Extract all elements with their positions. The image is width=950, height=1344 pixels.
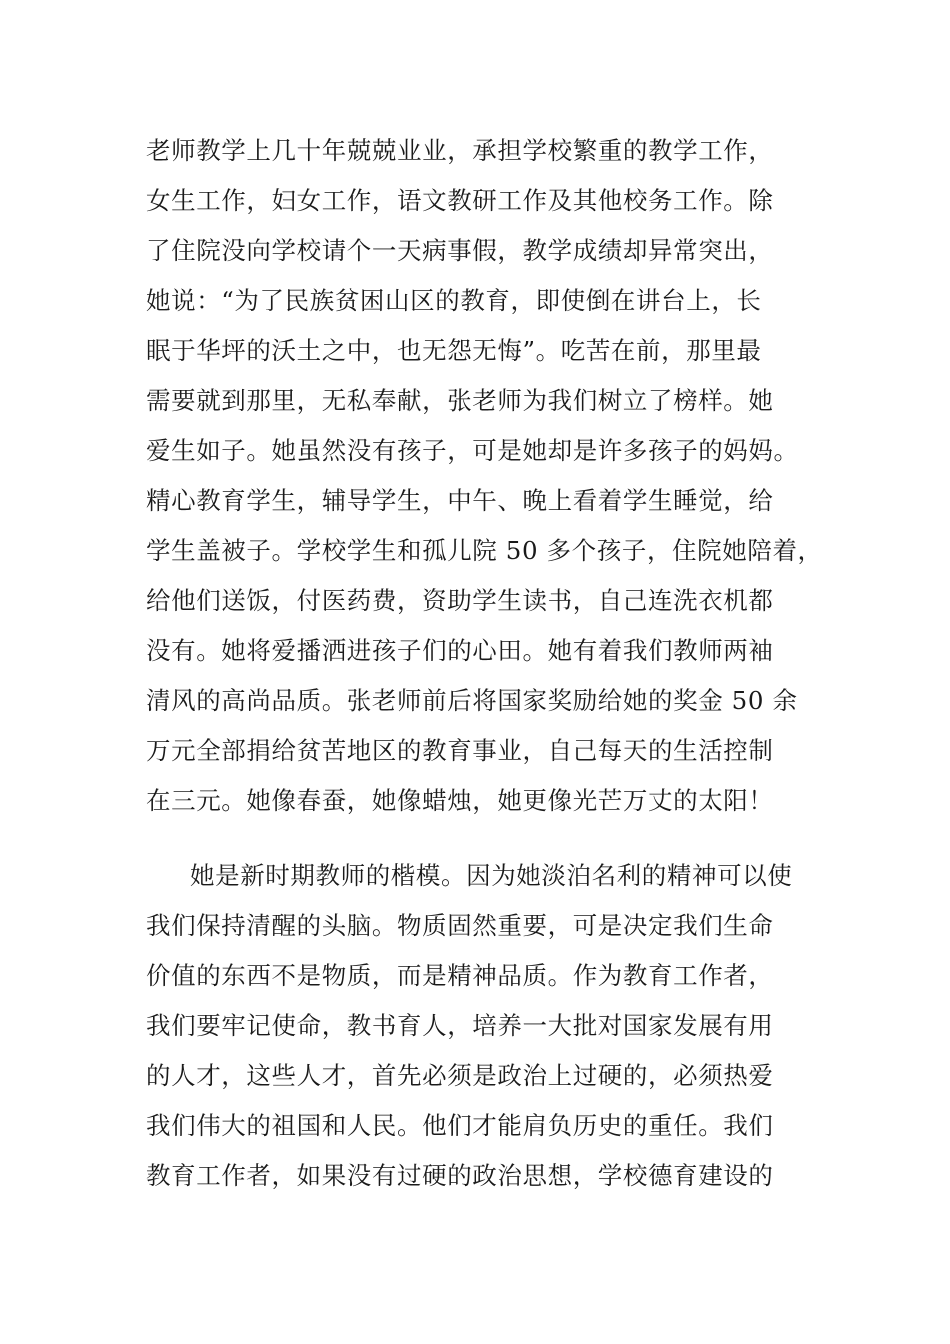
paragraph-line: 没有。她将爱播洒进孩子们的心田。她有着我们教师两袖 (146, 636, 774, 665)
paragraph-line: 的人才，这些人才，首先必须是政治上过硬的，必须热爱 (146, 1061, 774, 1090)
paragraph-line: 老师教学上几十年兢兢业业，承担学校繁重的教学工作， (146, 136, 774, 165)
paragraph-line: 在三元。她像春蚕，她像蜡烛，她更像光芒万丈的太阳！ (146, 786, 774, 815)
paragraph-line: 我们伟大的祖国和人民。他们才能肩负历史的重任。我们 (146, 1111, 774, 1140)
paragraph-line: 我们要牢记使命，教书育人，培养一大批对国家发展有用 (146, 1011, 774, 1040)
paragraph-line: 精心教育学生，辅导学生，中午、晚上看着学生睡觉，给 (146, 486, 774, 515)
paragraph-line: 我们保持清醒的头脑。物质固然重要，可是决定我们生命 (146, 911, 774, 940)
paragraph-line: 她说：“为了民族贫困山区的教育，即使倒在讲台上，长 (146, 286, 762, 315)
paragraph-line: 学生盖被子。学校学生和孤儿院 50 多个孩子，住院她陪着， (146, 536, 823, 565)
paragraph-line: 给他们送饭，付医药费，资助学生读书，自己连洗衣机都 (146, 586, 774, 615)
paragraph-line: 清风的高尚品质。张老师前后将国家奖励给她的奖金 50 余 (146, 686, 798, 715)
paragraph-line: 价值的东西不是物质，而是精神品质。作为教育工作者， (146, 961, 774, 990)
paragraph-line: 女生工作，妇女工作，语文教研工作及其他校务工作。除 (146, 186, 774, 215)
paragraph-line: 眠于华坪的沃土之中，也无怨无悔”。吃苦在前，那里最 (146, 336, 762, 365)
paragraph-line: 万元全部捐给贫苦地区的教育事业，自己每天的生活控制 (146, 736, 774, 765)
paragraph-line: 了住院没向学校请个一天病事假，教学成绩却异常突出， (146, 236, 774, 265)
paragraph-line: 教育工作者，如果没有过硬的政治思想，学校德育建设的 (146, 1161, 774, 1190)
paragraph-line: 需要就到那里，无私奉献，张老师为我们树立了榜样。她 (146, 386, 774, 415)
paragraph-line: 她是新时期教师的楷模。因为她淡泊名利的精神可以使 (190, 861, 793, 890)
paragraph-line: 爱生如子。她虽然没有孩子，可是她却是许多孩子的妈妈。 (146, 436, 799, 465)
